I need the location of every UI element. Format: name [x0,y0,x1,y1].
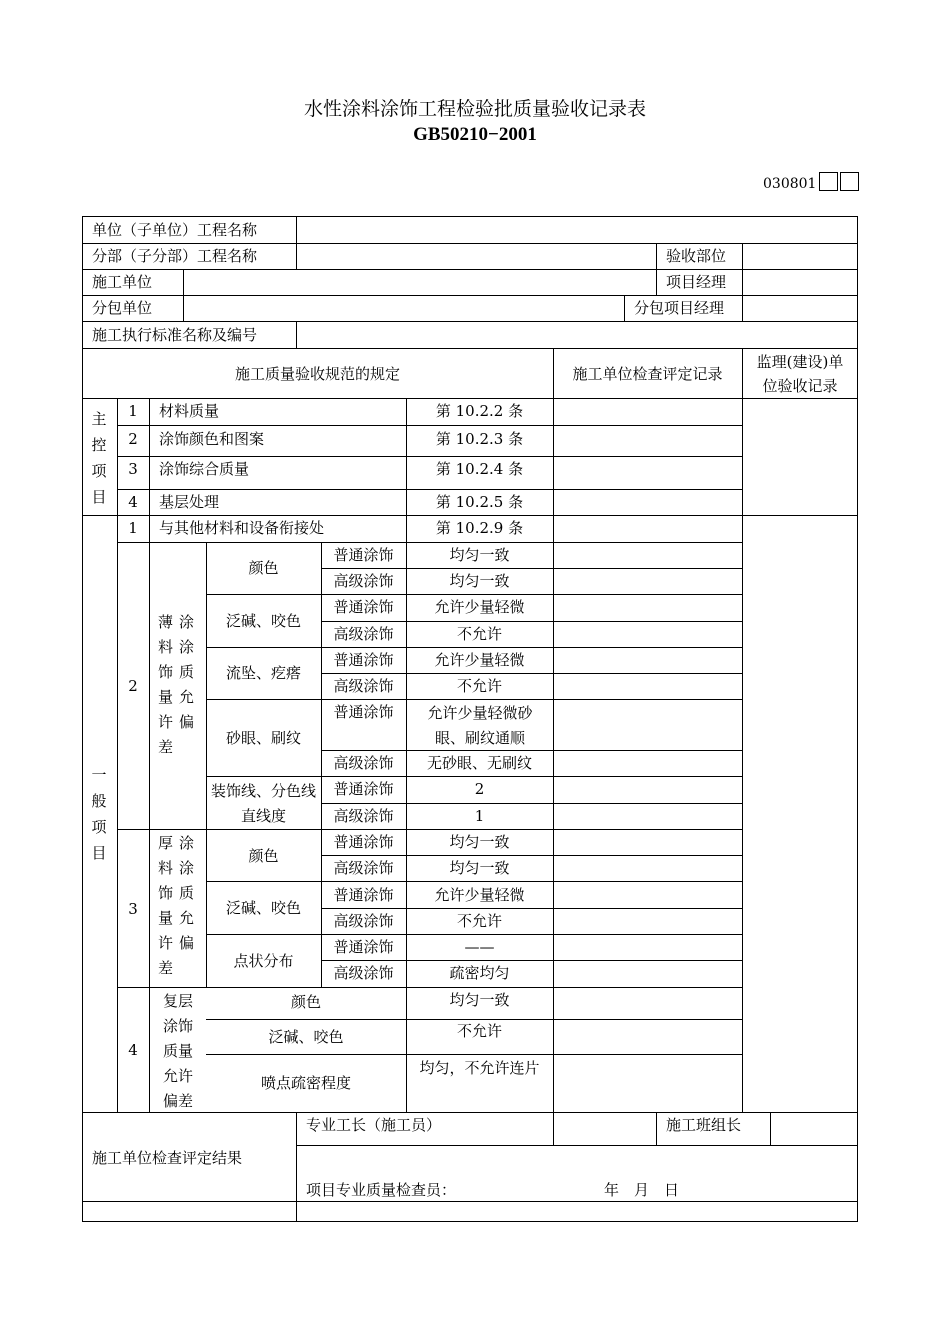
supervisor-record-header: 监理(建设)单位验收记录 [756,353,844,395]
page-title: 水性涂料涂饰工程检验批质量验收记录表 [303,98,646,120]
foreman-label: 专业工长（施工员） [306,1116,442,1134]
general-items-label: 一般项目 [91,766,107,862]
thick-coating-label: 厚涂料涂饰质量允许偏差 [158,834,201,977]
multi-item: 泛碱、咬色 [268,1028,344,1046]
team-leader-label: 施工班组长 [666,1116,742,1134]
main-item-clause: 第 10.2.5 条 [435,493,524,511]
requirement: 不允许 [456,677,502,695]
main-item-name: 基层处理 [159,493,220,511]
main-item-clause: 第 10.2.4 条 [435,460,524,478]
requirement: 不允许 [456,912,502,930]
main-item-no: 1 [128,402,138,420]
main-item-name: 涂饰综合质量 [159,460,250,478]
subcontract-unit-label: 分包单位 [92,299,153,317]
grade: 普通涂饰 [333,546,394,564]
grade: 高级涂饰 [333,807,394,825]
grade: 高级涂饰 [333,677,394,695]
thick-item: 颜色 [248,847,279,865]
thick-coating-no: 3 [128,900,138,918]
thin-item: 颜色 [248,559,279,577]
grade: 普通涂饰 [333,886,394,904]
grade: 高级涂饰 [333,964,394,982]
subcontract-manager-label: 分包项目经理 [634,299,725,317]
thin-item: 流坠、疙瘩 [225,664,301,682]
spec-column-header: 施工质量验收规范的规定 [234,365,400,383]
requirement: 均匀一致 [449,572,510,590]
standard-name-label: 施工执行标准名称及编号 [92,326,258,344]
grade: 高级涂饰 [333,754,394,772]
requirement: 无砂眼、无刷纹 [426,754,532,772]
sign-date: 年 月 日 [604,1181,680,1199]
requirement: 允许少量轻微 [434,651,525,669]
grade: 高级涂饰 [333,859,394,877]
requirement: 疏密均匀 [449,964,510,982]
grade: 普通涂饰 [333,938,394,956]
requirement: 允许少量轻微 [434,886,525,904]
standard-code: GB50210−2001 [413,124,537,145]
main-item-clause: 第 10.2.3 条 [435,430,524,448]
requirement: —— [464,938,495,956]
main-items-label: 主控项目 [91,410,107,506]
main-item-name: 涂饰颜色和图案 [159,430,265,448]
grade: 高级涂饰 [333,625,394,643]
main-item-clause: 第 10.2.2 条 [435,402,524,420]
grade: 高级涂饰 [333,572,394,590]
main-item-no: 2 [128,430,138,448]
grade: 普通涂饰 [333,833,394,851]
grade: 普通涂饰 [333,598,394,616]
grade: 高级涂饰 [333,912,394,930]
multi-coating-label: 复层涂饰质量允许偏差 [162,992,193,1110]
requirement: 均匀一致 [449,859,510,877]
result-label: 施工单位检查评定结果 [92,1149,243,1167]
requirement: 不允许 [456,625,502,643]
unit-project-label: 单位（子单位）工程名称 [92,221,258,239]
requirement: 均匀一致 [449,991,510,1009]
requirement: 允许少量轻微 [434,598,525,616]
requirement: 均匀，不允许连片 [419,1059,540,1077]
grade: 普通涂饰 [333,780,394,798]
general-item-clause: 第 10.2.9 条 [435,519,524,537]
requirement: 均匀一致 [449,546,510,564]
multi-item: 颜色 [290,993,321,1011]
thin-item: 砂眼、刷纹 [225,729,301,747]
multi-coating-no: 4 [128,1041,138,1059]
thin-coating-no: 2 [128,677,138,695]
form-number: 030801 [763,176,817,192]
thin-item: 装饰线、分色线直线度 [210,782,316,825]
requirement: 允许少量轻微砂眼、刷纹通顺 [427,704,533,747]
grade: 普通涂饰 [333,651,394,669]
construction-unit-label: 施工单位 [92,273,153,291]
sub-project-label: 分部（子分部）工程名称 [92,247,258,265]
acceptance-part-label: 验收部位 [666,247,727,265]
requirement: 2 [474,780,485,798]
thin-item: 泛碱、咬色 [225,612,301,630]
contractor-record-header: 施工单位检查评定记录 [572,365,723,383]
project-manager-label: 项目经理 [666,273,727,291]
requirement: 均匀一致 [449,833,510,851]
general-item-no: 1 [128,519,138,537]
main-item-no: 4 [128,493,138,511]
general-item-name: 与其他材料和设备衔接处 [159,519,325,537]
main-item-name: 材料质量 [159,402,220,420]
multi-item: 喷点疏密程度 [260,1074,351,1092]
thick-item: 点状分布 [233,952,294,970]
grade: 普通涂饰 [333,703,394,721]
thin-coating-label: 薄涂料涂饰质量允许偏差 [158,613,201,756]
thick-item: 泛碱、咬色 [225,899,301,917]
requirement: 不允许 [456,1022,502,1040]
inspector-label: 项目专业质量检查员： [306,1181,457,1199]
requirement: 1 [474,807,485,825]
main-item-no: 3 [128,460,138,478]
